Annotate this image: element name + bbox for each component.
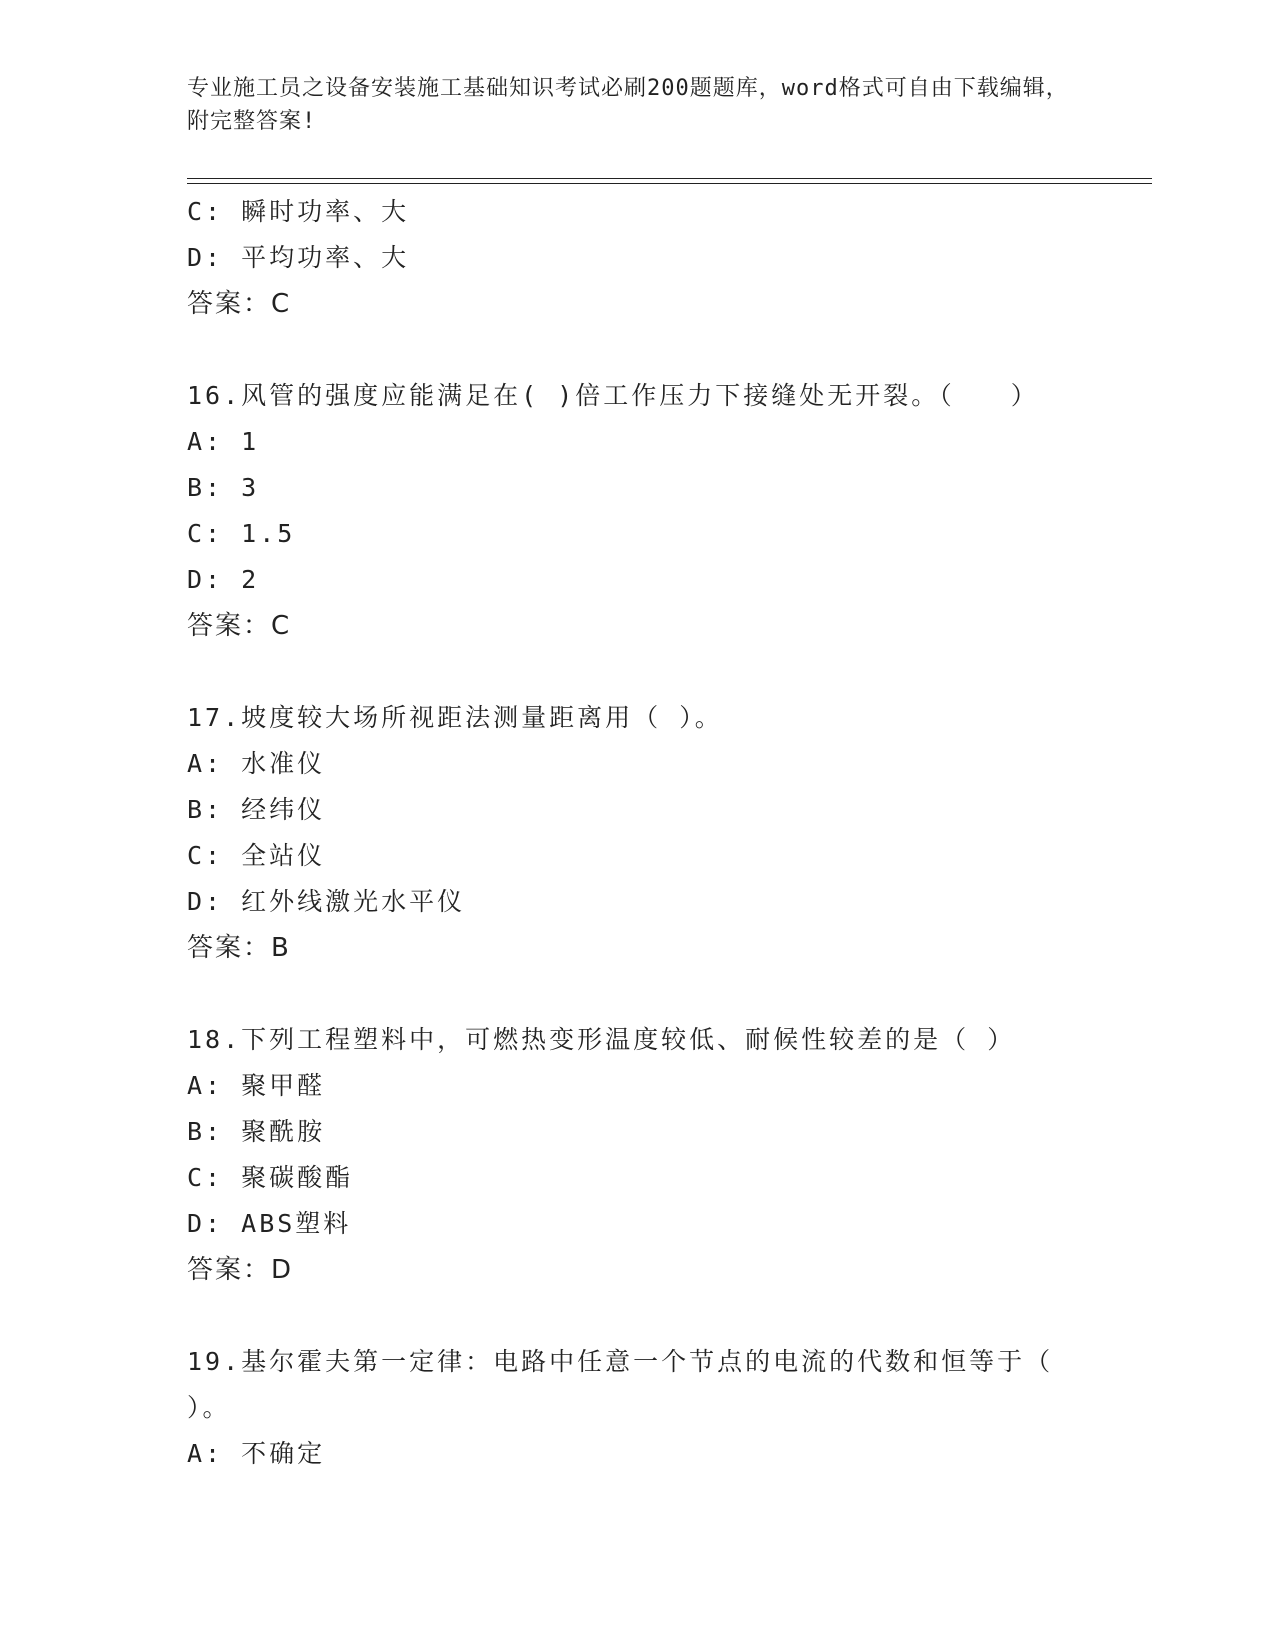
header-rule-top: [187, 178, 1152, 179]
option-line: D: 红外线激光水平仪: [187, 887, 466, 916]
header-rule-bottom: [187, 183, 1152, 184]
option-line: A: 聚甲醛: [187, 1071, 326, 1100]
option-line: A: 不确定: [187, 1439, 326, 1468]
option-line: B: 3: [187, 473, 260, 502]
spacer: [187, 327, 1087, 373]
question-block-17: [187, 695, 1087, 971]
question-text: 19.基尔霍夫第一定律：电路中任意一个节点的电流的代数和恒等于（ ）。: [187, 1347, 1054, 1422]
spacer: [187, 1293, 1087, 1339]
option-line: A: 1: [187, 427, 260, 456]
answer-line: 答案：B: [187, 933, 291, 963]
option-line: C: 1.5: [187, 519, 296, 548]
question-text: 17.坡度较大场所视距法测量距离用（ ）。: [187, 703, 723, 732]
option-line: C: 全站仪: [187, 841, 326, 870]
question-block-19: [187, 1339, 1087, 1477]
answer-line: 答案：D: [187, 1255, 294, 1285]
option-line: A: 水准仪: [187, 749, 326, 778]
answer-line: 答案：C: [187, 289, 292, 319]
option-line: B: 经纬仪: [187, 795, 326, 824]
question-text: 16.风管的强度应能满足在( )倍工作压力下接缝处无开裂。（ ）: [187, 381, 1039, 410]
option-line: C: 聚碳酸酯: [187, 1163, 354, 1192]
question-text: 18.下列工程塑料中，可燃热变形温度较低、耐候性较差的是（ ）: [187, 1025, 1016, 1054]
question-block-16: [187, 373, 1087, 649]
document-body: [187, 189, 1087, 1477]
answer-line: 答案：C: [187, 611, 292, 641]
header-title: 专业施工员之设备安装施工基础知识考试必刷200题题库，word格式可自由下载编辑，附完整答案!: [187, 76, 1069, 134]
spacer: [187, 649, 1087, 695]
spacer: [187, 971, 1087, 1017]
option-line: D: 2: [187, 565, 260, 594]
document-header: [187, 72, 1077, 138]
question-block-partial: [187, 189, 1087, 327]
option-line: D: ABS塑料: [187, 1209, 352, 1238]
option-line: D: 平均功率、大: [187, 243, 410, 272]
option-line: B: 聚酰胺: [187, 1117, 326, 1146]
question-block-18: [187, 1017, 1087, 1293]
option-line: C: 瞬时功率、大: [187, 197, 410, 226]
